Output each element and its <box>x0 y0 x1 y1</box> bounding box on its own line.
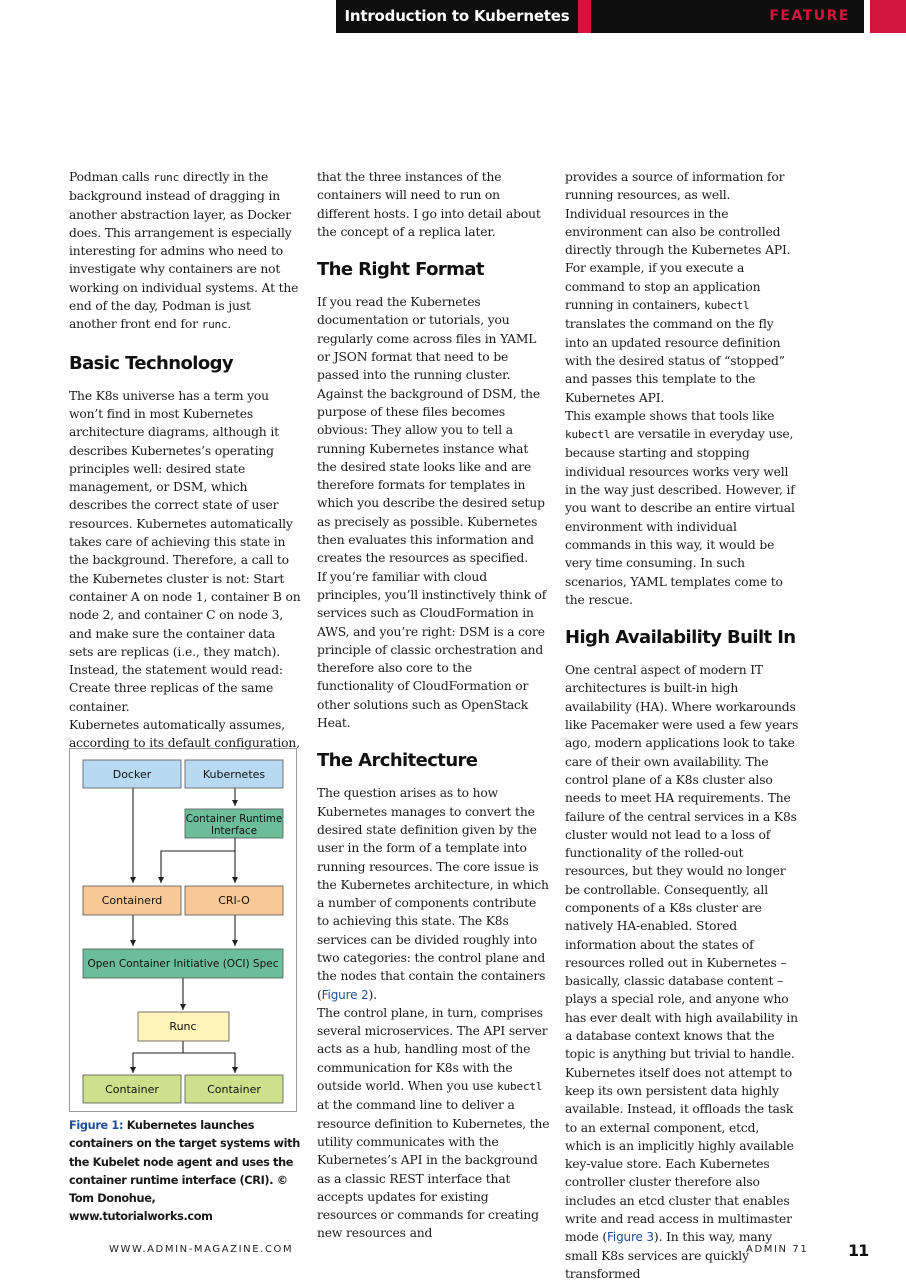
arrow-runc-container-1 <box>133 1041 183 1073</box>
label-kubernetes: Kubernetes <box>202 768 266 781</box>
paragraph: Podman calls runc directly in the background instead of dragging in another abstraction layer, as Docker does. This arrangement is especially interesting for admins who need to investigate why containers are not working on individual systems. At the end of the day, Podman is just another front end for runc. <box>69 170 299 332</box>
figure-label: Figure 1: <box>69 1119 124 1132</box>
paragraph: If you’re familiar with cloud principles, you’ll instinctively think of services such as CloudFormation in AWS, and you’re right: DSM is a core principle of classic orchestration and therefore also core to the functionality of CloudFormation or other solutions such as OpenStack Heat. <box>317 569 547 731</box>
footer-website: WWW.ADMIN-MAGAZINE.COM <box>109 1244 294 1255</box>
inline-code: runc <box>201 318 228 332</box>
label-container-2: Container <box>207 1083 261 1096</box>
inline-code: runc <box>153 171 180 184</box>
article-column-2 <box>317 168 551 1243</box>
heading-basic-technology: Basic Technology <box>69 352 234 374</box>
paragraph: One central aspect of modern IT architectures is built-in high availability (HA). Where workarounds like Pacemaker were used a few years ago, modern applications look to take care of their own availability. The control plane of a K8s cluster also needs to meet HA requirements. The failure of the central services in a K8s cluster would not lead to a loss of functionality of the rolled-out resources, but they would no longer be controllable. Consequently, all components of a K8s cluster are natively HA-enabled. Stored information about the states of resources rolled out in Kubernetes – basically, classic database content – plays a special role, and anyone who has ever dealt with high availability in a database context knows that the topic is anything but trivial to handle. Kubernetes itself does not attempt to keep its own persistent data highly available. Instead, it offloads the task to an external component, etcd, which is an implicitly highly available key-value store. Each Kubernetes controller cluster therefore also includes an etcd cluster that enables write and read access in multimaster mode (Figure 3). In this way, many small K8s services are quickly transformed <box>565 663 799 1281</box>
paragraph: Kubernetes automatically assumes, according to its default configuration, <box>69 718 300 751</box>
article-column-3 <box>565 168 799 1283</box>
arrow-runc-container-2 <box>183 1053 235 1073</box>
paragraph: If you read the Kubernetes documentation or tutorials, you regularly come across files in YAML or JSON format that need to be passed into the running cluster. Against the background of DSM, the purpose of these files becomes obvious: They allow you to tell a running Kubernetes instance what the desired state looks like and are therefore formats for templates in which you describe the desired setup as precisely as possible. Kubernetes then evaluates this information and creates the resources as specified. <box>317 295 545 566</box>
label-cri-line1: Container Runtime <box>185 813 283 825</box>
figure-3-link[interactable]: Figure 3 <box>607 1230 654 1245</box>
label-container-1: Container <box>105 1083 159 1096</box>
label-docker: Docker <box>112 768 152 781</box>
heading-architecture: The Architecture <box>317 750 478 772</box>
page-number: 11 <box>848 1241 869 1260</box>
label-cri-line2: Interface <box>210 825 258 837</box>
paragraph: provides a source of information for running resources, as well. <box>565 170 785 203</box>
label-oci: Open Container Initiative (OCI) Spec <box>87 958 279 970</box>
label-runc: Runc <box>169 1020 197 1033</box>
paragraph: This example shows that tools like kubectl are versatile in everyday use, because starting and stopping individual resources works very well in the way just described. However, if you want to describe an entire virtual environment with individual commands in this way, it would be very time consuming. In such scenarios, YAML templates come to the rescue. <box>565 408 795 607</box>
inline-code: kubectl <box>704 299 750 313</box>
figure-2-link[interactable]: Figure 2 <box>321 987 369 1002</box>
arrow-cri-containerd <box>161 851 235 883</box>
paragraph: The question arises as to how Kubernetes manages to convert the desired state definition given by the user in the form of a template into running resources. The core issue is the Kubernetes architecture, in which a number of components contribute to achieving this state. The K8s services can be divided roughly into two categories: the control plane and the nodes that contain the containers (Figure 2). <box>317 786 549 1002</box>
section-title: Introduction to Kubernetes <box>344 7 570 25</box>
paragraph: Individual resources in the environment can also be controlled directly through the Kubernetes API. For example, if you execute a command to stop an application running in containers, kubectl translates the command on the fly into an updated resource definition with the desired status of “stopped” and passes this template to the Kubernetes API. <box>565 206 791 405</box>
figure-diagram <box>69 748 297 1112</box>
paragraph: The control plane, in turn, comprises several microservices. The API server acts as a hub, handling most of the communication for K8s with the outside world. When you use kubectl at the command line to deliver a resource definition to Kubernetes, the utility communicates with the Kubernetes’s API in the background as a classic REST interface that accepts updates for existing resources or commands for creating new resources and <box>317 1005 550 1241</box>
figure-caption: Figure 1: Kubernetes launches containers on the target systems with the Kubelet node agent and uses the container runtime interface (CRI). © Tom Donohue, www.tutorialworks.com <box>69 1119 300 1224</box>
label-crio: CRI-O <box>218 894 250 907</box>
category-label: FEATURE <box>769 8 850 24</box>
heading-right-format: The Right Format <box>317 259 484 281</box>
header-accent-tab <box>870 0 906 33</box>
article-column-1 <box>69 168 301 753</box>
paragraph: The K8s universe has a term you won’t find in most Kubernetes architecture diagrams, although it describes Kubernetes’s operating principles well: desired state management, or DSM, which describes the correct state of user resources. Kubernetes automatically takes care of achieving this state in the background. Therefore, a call to the Kubernetes cluster is not: Start container A on node 1, container B on node 2, and container C on node 3, and make sure the container data sets are replicas (i.e., they match). Instead, the statement would read: Create three replicas of the same container. <box>69 388 301 714</box>
paragraph: that the three instances of the containers will need to run on different hosts. I go into detail about the concept of a replica later. <box>317 170 541 239</box>
header-accent-block <box>578 0 591 33</box>
inline-code: kubectl <box>565 428 611 442</box>
label-containerd: Containerd <box>101 894 163 907</box>
heading-high-availability: High Availability Built In <box>565 627 796 649</box>
inline-code: kubectl <box>497 1080 543 1094</box>
footer-issue: ADMIN 71 <box>746 1244 809 1255</box>
